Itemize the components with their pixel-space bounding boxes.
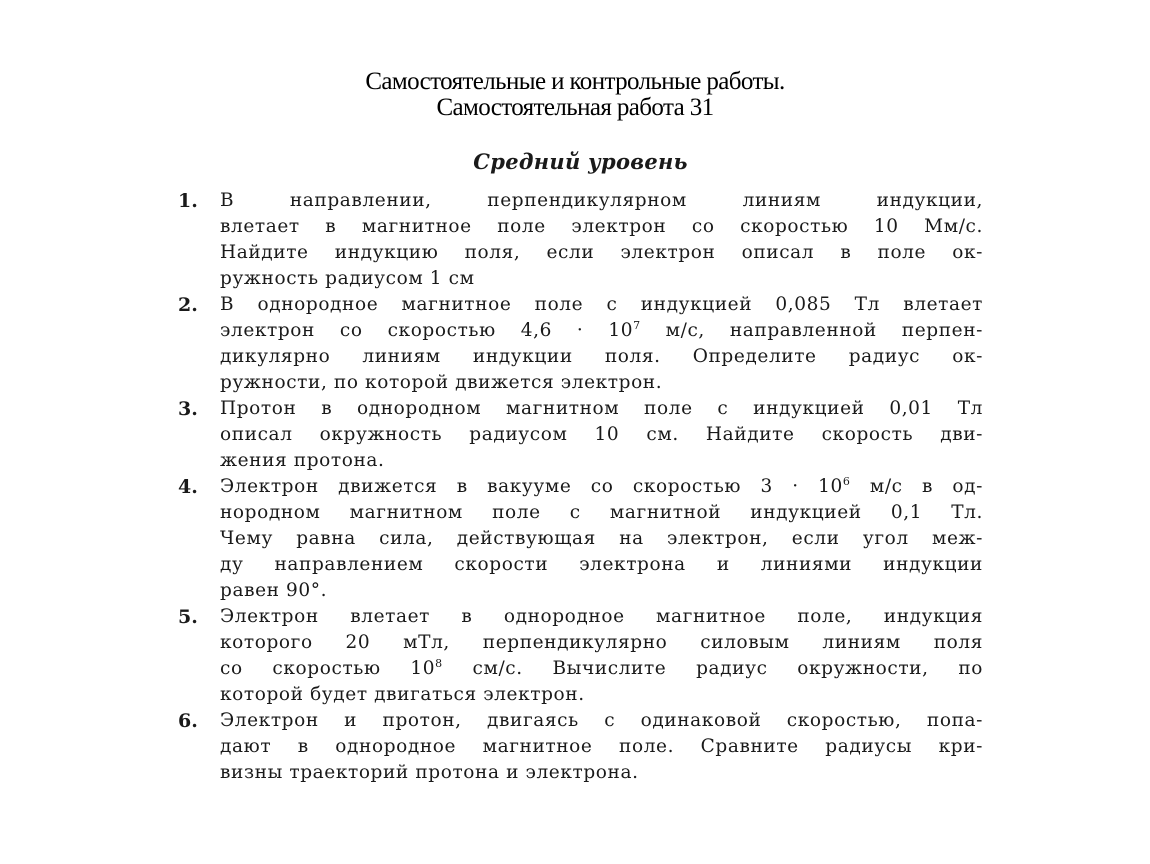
- problem-line-with-exponent: [220, 318, 983, 344]
- problem-number: 4.: [178, 476, 198, 498]
- problem-line: равен 90°.: [220, 580, 328, 601]
- problem-line: влетает в магнитное поле электрон со скоростью 10 Мм/с.: [220, 216, 983, 237]
- problem-4: [178, 474, 983, 604]
- problem-line: которой будет двигаться электрон.: [220, 684, 585, 705]
- line-text: со скоростью 10: [220, 658, 436, 679]
- exponent: 6: [842, 475, 851, 488]
- problem-line-with-exponent: [220, 656, 983, 682]
- problem-line: которого 20 мТл, перпендикулярно силовым линиям поля: [220, 632, 983, 653]
- problem-line: Протон в однородном магнитном поле с индукцией 0,01 Тл: [220, 398, 983, 419]
- problem-line: ду направлением скорости электрона и линиями индукции: [220, 554, 983, 575]
- line-text: м/с в од-: [850, 476, 983, 497]
- problem-line: описал окружность радиусом 10 см. Найдите скорость дви-: [220, 424, 983, 445]
- scanned-page: [178, 148, 983, 786]
- problem-line: Чему равна сила, действующая на электрон, если угол меж-: [220, 528, 983, 549]
- problem-line: дикулярно линиям индукции поля. Определите радиус ок-: [220, 346, 983, 367]
- problem-line-with-exponent: [220, 474, 983, 500]
- title-line-1: Самостоятельные и контрольные работы.: [365, 68, 785, 95]
- problem-line: В однородное магнитное поле с индукцией 0,085 Тл влетает: [220, 294, 983, 315]
- problem-number: 5.: [178, 606, 198, 628]
- slide-title: [0, 69, 1150, 121]
- problem-3: [178, 396, 983, 474]
- problem-number: 1.: [178, 190, 198, 212]
- problem-line: В направлении, перпендикулярном линиям индукции,: [220, 190, 983, 211]
- problem-line: визны траекторий протона и электрона.: [220, 762, 639, 783]
- line-text: Электрон движется в вакууме со скоростью 3 · 10: [220, 476, 843, 497]
- section-heading: Средний уровень: [473, 149, 688, 174]
- line-text: см/с. Вычислите радиус окружности, по: [442, 658, 983, 679]
- line-text: электрон со скоростью 4,6 · 10: [220, 320, 634, 341]
- problem-number: 2.: [178, 294, 198, 316]
- problem-line: жения протона.: [220, 450, 385, 471]
- title-line-2: Самостоятельная работа 31: [436, 94, 714, 121]
- problem-2: [178, 292, 983, 396]
- problem-6: [178, 708, 983, 786]
- line-text: м/с, направленной перпен-: [640, 320, 983, 341]
- exponent: 7: [633, 319, 641, 332]
- problem-1: [178, 188, 983, 292]
- problem-line: Электрон влетает в однородное магнитное поле, индукция: [220, 606, 983, 627]
- problem-line: Найдите индукцию поля, если электрон описал в поле ок-: [220, 242, 983, 263]
- problem-line: Электрон и протон, двигаясь с одинаковой скоростью, попа-: [220, 710, 983, 731]
- problem-line: ружности, по которой движется электрон.: [220, 372, 663, 393]
- problem-line: нородном магнитном поле с магнитной индукцией 0,1 Тл.: [220, 502, 983, 523]
- problem-number: 3.: [178, 398, 198, 420]
- problem-line: ружность радиусом 1 см: [220, 268, 475, 289]
- problem-5: [178, 604, 983, 708]
- exponent: 8: [435, 657, 443, 670]
- problem-number: 6.: [178, 710, 198, 732]
- problem-line: дают в однородное магнитное поле. Сравните радиусы кри-: [220, 736, 983, 757]
